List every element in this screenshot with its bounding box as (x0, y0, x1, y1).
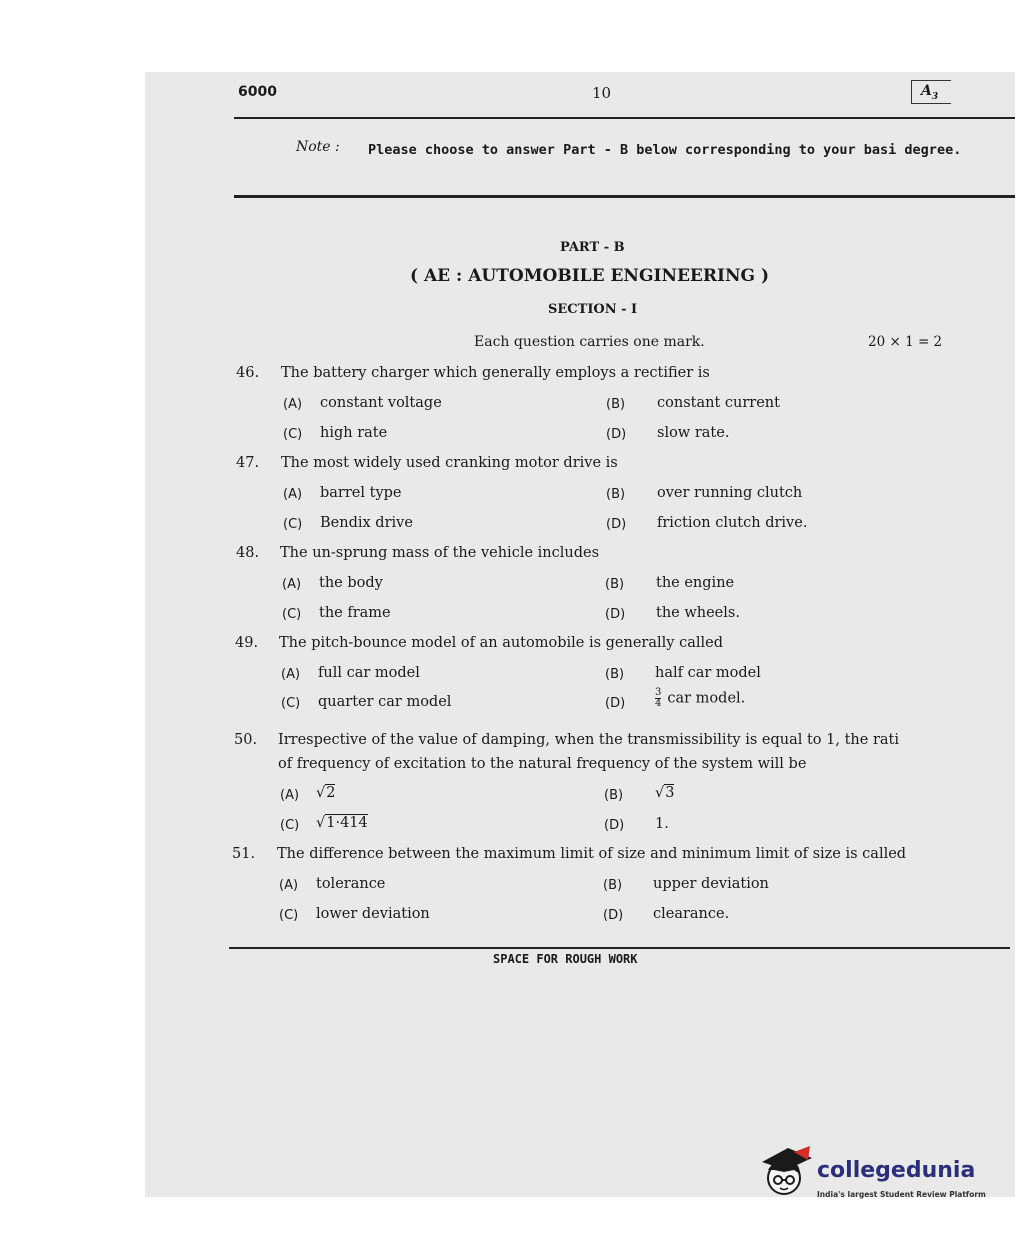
radicand: 1·414 (326, 815, 368, 831)
sqrt-sign: √ (655, 785, 665, 801)
option-b: upper deviation (653, 876, 769, 892)
option-b: over running clutch (657, 485, 803, 501)
option-c (316, 815, 368, 831)
top-rule (234, 117, 1015, 119)
option-label: (C) (280, 818, 300, 833)
question-text: The un-sprung mass of the vehicle includes (280, 545, 600, 561)
note-label: Note : (296, 139, 340, 155)
option-c: high rate (320, 425, 388, 441)
logo-tagline: India's largest Student Review Platform (817, 1190, 986, 1199)
option-b: half car model (655, 665, 761, 681)
option-label: (B) (605, 667, 625, 682)
option-c: lower deviation (316, 906, 430, 922)
instruction-text: Each question carries one mark. (474, 334, 705, 350)
radicand: 3 (665, 785, 675, 801)
logo-wordmark: collegedunia (817, 1158, 976, 1183)
option-label: (C) (282, 607, 302, 622)
option-c: Bendix drive (320, 515, 413, 531)
option-label: (C) (283, 517, 303, 532)
bottom-rule (229, 947, 1010, 949)
option-label: (C) (283, 427, 303, 442)
question-number: 49. (235, 635, 259, 651)
page-number: 10 (592, 84, 612, 102)
paper-code: 6000 (238, 84, 277, 100)
option-c: the frame (319, 605, 391, 621)
option-label: (D) (604, 818, 625, 833)
sqrt-sign: √ (316, 815, 326, 831)
fraction (655, 688, 661, 709)
option-label: (D) (606, 427, 627, 442)
part-heading: PART - B (560, 240, 625, 255)
option-a: tolerance (316, 876, 386, 892)
option-label: (D) (606, 517, 627, 532)
question-number: 46. (236, 365, 260, 381)
question-number: 47. (236, 455, 260, 471)
option-label: (A) (280, 788, 300, 803)
section-heading: SECTION - I (548, 302, 638, 317)
note-rule (234, 195, 1015, 198)
question-text-line2: of frequency of excitation to the natural frequency of the system will be (278, 756, 807, 772)
option-label: (B) (603, 878, 623, 893)
option-a: constant voltage (320, 395, 442, 411)
question-text: The pitch-bounce model of an automobile is generally called (279, 635, 723, 651)
series-sub: 3 (931, 91, 939, 102)
option-label: (A) (281, 667, 301, 682)
option-a (316, 785, 335, 801)
option-label: (B) (606, 487, 626, 502)
option-label: (B) (606, 397, 626, 412)
note-text: Please choose to answer Part - B below corresponding to your basi degree. (368, 142, 962, 158)
marks-scheme: 20 × 1 = 2 (868, 334, 943, 350)
option-label: (D) (603, 908, 624, 923)
question-text: The battery charger which generally employs a rectifier is (281, 365, 710, 381)
mascot-logo-icon (760, 1140, 816, 1202)
option-a: the body (319, 575, 383, 591)
option-label: (D) (605, 696, 626, 711)
option-d (655, 688, 745, 709)
question-text: Irrespective of the value of damping, when the transmissibility is equal to 1, the rati (278, 732, 899, 748)
rough-work-label: SPACE FOR ROUGH WORK (493, 952, 638, 966)
series-box (911, 80, 951, 104)
option-label: (D) (605, 607, 626, 622)
option-a: barrel type (320, 485, 402, 501)
subject-title: ( AE : AUTOMOBILE ENGINEERING ) (410, 266, 769, 286)
question-number: 48. (236, 545, 260, 561)
option-label: (A) (283, 397, 303, 412)
question-number: 50. (234, 732, 258, 748)
option-label: (B) (605, 577, 625, 592)
option-d: friction clutch drive. (657, 515, 808, 531)
fraction-denominator: 4 (655, 698, 662, 709)
series-letter: A (921, 83, 932, 99)
question-text: The most widely used cranking motor drive is (281, 455, 618, 471)
option-label: (A) (279, 878, 299, 893)
option-d: the wheels. (656, 605, 740, 621)
option-label: (A) (283, 487, 303, 502)
option-b (655, 785, 674, 801)
fraction-numerator: 3 (655, 687, 662, 698)
option-d: slow rate. (657, 425, 730, 441)
option-b: the engine (656, 575, 735, 591)
sqrt-sign: √ (316, 785, 326, 801)
option-label: (C) (281, 696, 301, 711)
question-text: The difference between the maximum limit of size and minimum limit of size is called (277, 846, 907, 862)
option-c: quarter car model (318, 694, 452, 710)
option-label: (B) (604, 788, 624, 803)
option-b: constant current (657, 395, 780, 411)
option-label: (A) (282, 577, 302, 592)
option-d: clearance. (653, 906, 730, 922)
option-label: (C) (279, 908, 299, 923)
question-number: 51. (232, 846, 256, 862)
radicand: 2 (326, 785, 336, 801)
option-d: 1. (655, 816, 669, 832)
option-a: full car model (318, 665, 420, 681)
option-d-text: car model. (667, 690, 746, 707)
